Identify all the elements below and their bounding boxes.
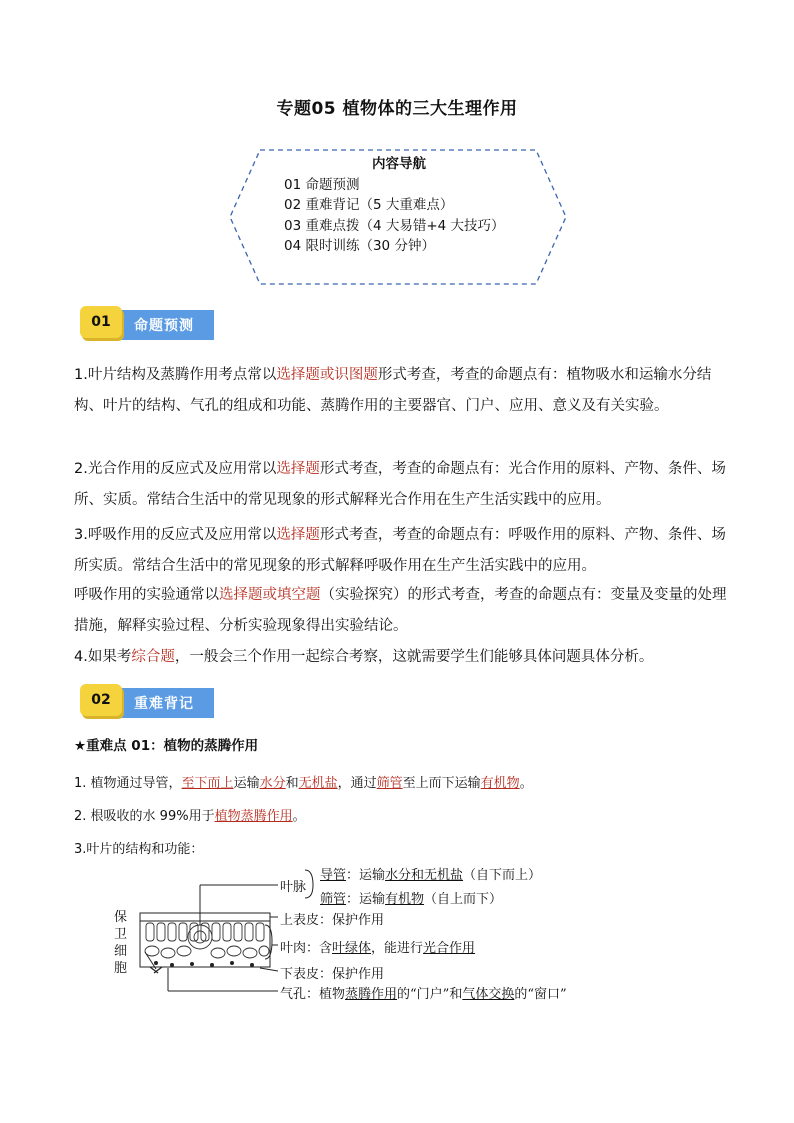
paragraph-2: 2.光合作用的反应式及应用常以选择题形式考查，考查的命题点有：光合作用的原料、产物、条件、场所、实质。常结合生活中的常见现象的形式解释光合作用在生产生活实践中的应用。 xyxy=(74,461,726,508)
list-item: 1. 植物通过导管，至下而上运输水分和无机盐，通过筛管至上而下运输有机物。 xyxy=(74,776,533,791)
section-tab-prediction xyxy=(80,306,220,340)
upper-epidermis-label: 上表皮：保护作用 xyxy=(280,913,385,928)
nav-item: 01 命题预测 xyxy=(284,176,360,193)
paragraph-3: 3.呼吸作用的反应式及应用常以选择题形式考查，考查的命题点有：呼吸作用的原料、产物、条件、场所实质。常结合生活中的常见现象的形式解释呼吸作用在生产生活实践中的应用。 xyxy=(74,527,726,574)
section-number: 01 xyxy=(80,306,122,338)
lower-epidermis-label: 下表皮：保护作用 xyxy=(280,967,385,982)
mesophyll-label: 叶肉：含叶绿体，能进行光合作用 xyxy=(280,941,476,956)
content-navigation-box xyxy=(228,148,568,286)
nav-title: 内容导航 xyxy=(372,156,426,172)
paragraph-3b: 呼吸作用的实验通常以选择题或填空题（实验探究）的形式考查，考查的命题点有：变量及变量的处理措施，解释实验过程、分析实验现象得出实验结论。 xyxy=(74,587,727,634)
xylem-label: 导管：运输水分和无机盐（自下而上） xyxy=(320,868,542,883)
nav-item: 04 限时训练（30 分钟） xyxy=(284,238,435,254)
nav-item: 03 重难点拨（4 大易错+4 大技巧） xyxy=(284,217,505,234)
key-point-heading: ★重难点 01：植物的蒸腾作用 xyxy=(74,738,259,754)
guard-cell-label: 保 卫 细 胞 xyxy=(114,910,128,976)
section-tab-key-points xyxy=(80,684,220,718)
stoma-label: 气孔：植物蒸腾作用的“门户”和气体交换的“窗口” xyxy=(280,987,567,1002)
section-label: 重难背记 xyxy=(118,688,214,718)
vein-label: 叶脉 xyxy=(280,880,307,895)
leaf-structure-diagram xyxy=(110,855,630,1015)
paragraph-1: 1.叶片结构及蒸腾作用考点常以选择题或识图题形式考查，考查的命题点有：植物吸水和运输水分结构、叶片的结构、气孔的组成和功能、蒸腾作用的主要器官、门户、应用、意义及有关实验。 xyxy=(74,367,712,414)
list-item: 3.叶片的结构和功能： xyxy=(74,842,204,857)
phloem-label: 筛管：运输有机物（自上而下） xyxy=(320,892,503,907)
nav-item: 02 重难背记（5 大重难点） xyxy=(284,197,454,213)
section-number: 02 xyxy=(80,684,122,716)
list-item: 2. 根吸收的水 99%用于植物蒸腾作用。 xyxy=(74,809,306,824)
section-label: 命题预测 xyxy=(118,310,214,340)
page-title: 专题05 植物体的三大生理作用 xyxy=(276,99,518,119)
paragraph-4: 4.如果考综合题，一般会三个作用一起综合考察，这就需要学生们能够具体问题具体分析。 xyxy=(74,649,654,665)
